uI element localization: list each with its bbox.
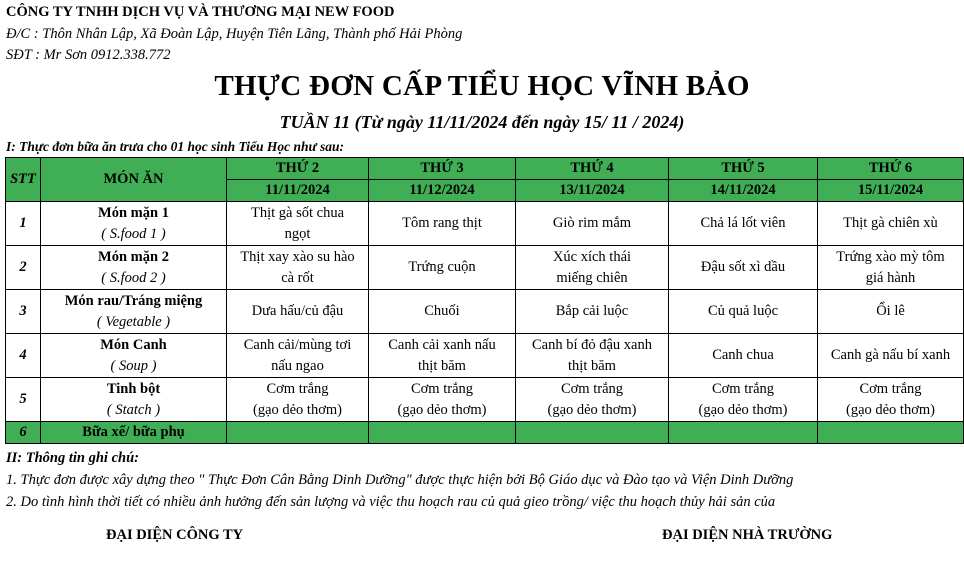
dish-name: Món rau/Tráng miệng (64, 292, 203, 309)
dish-subtitle: ( Vegetable ) (96, 313, 171, 330)
menu-cell-line: Trứng cuộn (408, 259, 476, 275)
menu-cell-line: (gạo dẻo thơm) (698, 401, 788, 418)
table-row (6, 202, 964, 246)
menu-cell (818, 378, 964, 422)
menu-cell-line: Giò rim mắm (552, 215, 632, 231)
menu-cell-line: Canh bí đỏ đậu xanh (531, 336, 652, 353)
menu-cell (227, 422, 369, 444)
menu-cell-line: Củ quả luộc (707, 303, 779, 319)
note-item: 1. Thực đơn được xây dựng theo " Thực Đơn Cân Bằng Dinh Dưỡng" được thực hiện bởi Bộ Giáo dục và Đào tạo và Viện Dinh Dưỡng (6, 472, 794, 488)
menu-cell (818, 422, 964, 444)
dish-header: MÓN ĂN (41, 158, 227, 202)
menu-cell (369, 290, 516, 334)
date-header: 11/12/2024 (369, 180, 516, 202)
menu-cell-line: thịt băm (568, 357, 616, 374)
table-row (6, 378, 964, 422)
menu-cell-line: Thịt gà chiên xù (843, 215, 938, 231)
menu-cell (369, 202, 516, 246)
menu-cell (516, 246, 669, 290)
date-header: 15/11/2024 (818, 180, 964, 202)
menu-cell (669, 422, 818, 444)
menu-cell-line: miếng chiên (556, 269, 628, 286)
table-row (6, 334, 964, 378)
menu-cell (669, 290, 818, 334)
menu-cell-line: thịt băm (418, 357, 466, 374)
menu-cell-line: (gạo dẻo thơm) (252, 401, 342, 418)
menu-cell (227, 290, 369, 334)
company-name: CÔNG TY TNHH DỊCH VỤ VÀ THƯƠNG MẠI NEW FOOD (6, 4, 395, 20)
menu-cell (369, 422, 516, 444)
section-1-heading: I: Thực đơn bữa ăn trưa cho 01 học sinh Tiểu Học như sau: (6, 139, 345, 154)
row-stt: 2 (6, 246, 41, 290)
row-dish (41, 246, 227, 290)
menu-cell (669, 246, 818, 290)
menu-cell-line: nấu ngao (271, 357, 324, 374)
dish-name: Món mặn 1 (98, 204, 169, 221)
menu-cell (227, 334, 369, 378)
menu-cell-line: Cơm trắng (859, 380, 922, 397)
row-stt: 4 (6, 334, 41, 378)
menu-cell-line: Cơm trắng (560, 380, 624, 397)
date-header: 13/11/2024 (516, 180, 669, 202)
day-header: THỨ 2 (227, 158, 369, 180)
day-header: THỨ 6 (818, 158, 964, 180)
company-phone: SĐT : Mr Sơn 0912.338.772 (6, 47, 171, 63)
note-item: 2. Do tình hình thời tiết có nhiều ảnh hưởng đến sản lượng và việc thu hoạch rau củ quả gieo trồng/ việc thu hoạch thủy hải sản của (6, 494, 776, 510)
stt-header: STT (6, 158, 41, 202)
dish-subtitle: ( S.food 1 ) (101, 225, 166, 242)
menu-cell-line: Chuối (424, 303, 460, 319)
menu-cell-line: (gạo dẻo thơm) (547, 401, 637, 418)
menu-cell (818, 290, 964, 334)
signature-company: ĐẠI DIỆN CÔNG TY (106, 527, 244, 543)
menu-cell-line: Cơm trắng (266, 380, 329, 397)
menu-cell-line: Canh gà nấu bí xanh (830, 347, 951, 363)
menu-cell-line: Canh cải/mùng tơi (243, 336, 352, 353)
dish-subtitle: ( Statch ) (106, 401, 161, 418)
date-header: 14/11/2024 (669, 180, 818, 202)
menu-cell (227, 202, 369, 246)
day-header: THỨ 4 (516, 158, 669, 180)
menu-cell-line: Canh chua (712, 347, 774, 363)
day-header: THỨ 5 (669, 158, 818, 180)
menu-cell (227, 378, 369, 422)
menu-cell-line: giá hành (865, 269, 916, 286)
table-row (6, 290, 964, 334)
dish-name: Món Canh (100, 336, 167, 353)
company-address: Đ/C : Thôn Nhân Lập, Xã Đoàn Lập, Huyện Tiên Lãng, Thành phố Hải Phòng (6, 26, 463, 42)
menu-cell-line: Đậu sốt xì dầu (700, 259, 786, 275)
page-title: THỰC ĐƠN CẤP TIỂU HỌC VĨNH BẢO (214, 70, 750, 102)
menu-cell (516, 422, 669, 444)
day-header: THỨ 3 (369, 158, 516, 180)
menu-cell-line: Trứng xào mỳ tôm (836, 248, 945, 265)
menu-cell-line: (gạo dẻo thơm) (397, 401, 487, 418)
menu-cell-line: Bắp cải luộc (555, 303, 629, 319)
menu-cell (669, 202, 818, 246)
menu-cell-line: cà rốt (281, 269, 314, 286)
table-row (6, 246, 964, 290)
menu-cell (369, 246, 516, 290)
signature-school: ĐẠI DIỆN NHÀ TRƯỜNG (662, 527, 833, 543)
menu-cell-line: Xúc xích thái (552, 248, 632, 265)
menu-cell (516, 290, 669, 334)
notes-heading: II: Thông tin ghi chú: (6, 450, 139, 466)
row-dish (41, 334, 227, 378)
row-dish (41, 202, 227, 246)
menu-cell (669, 378, 818, 422)
dish-name: Món mặn 2 (98, 248, 169, 265)
menu-cell (818, 334, 964, 378)
menu-cell-line: (gạo dẻo thơm) (845, 401, 935, 418)
menu-cell (516, 202, 669, 246)
dish-subtitle: ( S.food 2 ) (101, 269, 166, 286)
menu-cell (369, 334, 516, 378)
menu-cell-line: Cơm trắng (410, 380, 474, 397)
menu-cell (369, 378, 516, 422)
row-stt: 3 (6, 290, 41, 334)
row-stt: 6 (6, 422, 41, 444)
menu-cell (818, 202, 964, 246)
row-stt: 1 (6, 202, 41, 246)
week-range: TUẦN 11 (Từ ngày 11/11/2024 đến ngày 15/ 11 / 2024) (279, 112, 685, 132)
menu-cell-line: ngọt (284, 225, 311, 242)
menu-cell-line: Canh cải xanh nấu (388, 336, 496, 353)
row-dish (41, 290, 227, 334)
row-dish (41, 378, 227, 422)
menu-cell-line: Tôm rang thịt (402, 215, 482, 231)
menu-cell-line: Dưa hấu/củ đậu (251, 303, 344, 319)
row-dish: Bữa xế/ bữa phụ (41, 422, 227, 444)
menu-cell-line: Chả lá lốt viên (700, 215, 786, 231)
menu-cell-line: Thịt gà sốt chua (250, 204, 345, 221)
dish-subtitle: ( Soup ) (110, 357, 157, 374)
menu-cell-line: Cơm trắng (711, 380, 775, 397)
menu-table (5, 157, 964, 444)
menu-cell (818, 246, 964, 290)
menu-cell-line: Thịt xay xào su hào (240, 248, 355, 265)
menu-cell (227, 246, 369, 290)
menu-cell (516, 378, 669, 422)
menu-cell (516, 334, 669, 378)
date-header: 11/11/2024 (227, 180, 369, 202)
row-stt: 5 (6, 378, 41, 422)
dish-name: Tinh bột (106, 380, 161, 397)
menu-cell (669, 334, 818, 378)
menu-cell-line: Ổi lê (876, 303, 905, 319)
